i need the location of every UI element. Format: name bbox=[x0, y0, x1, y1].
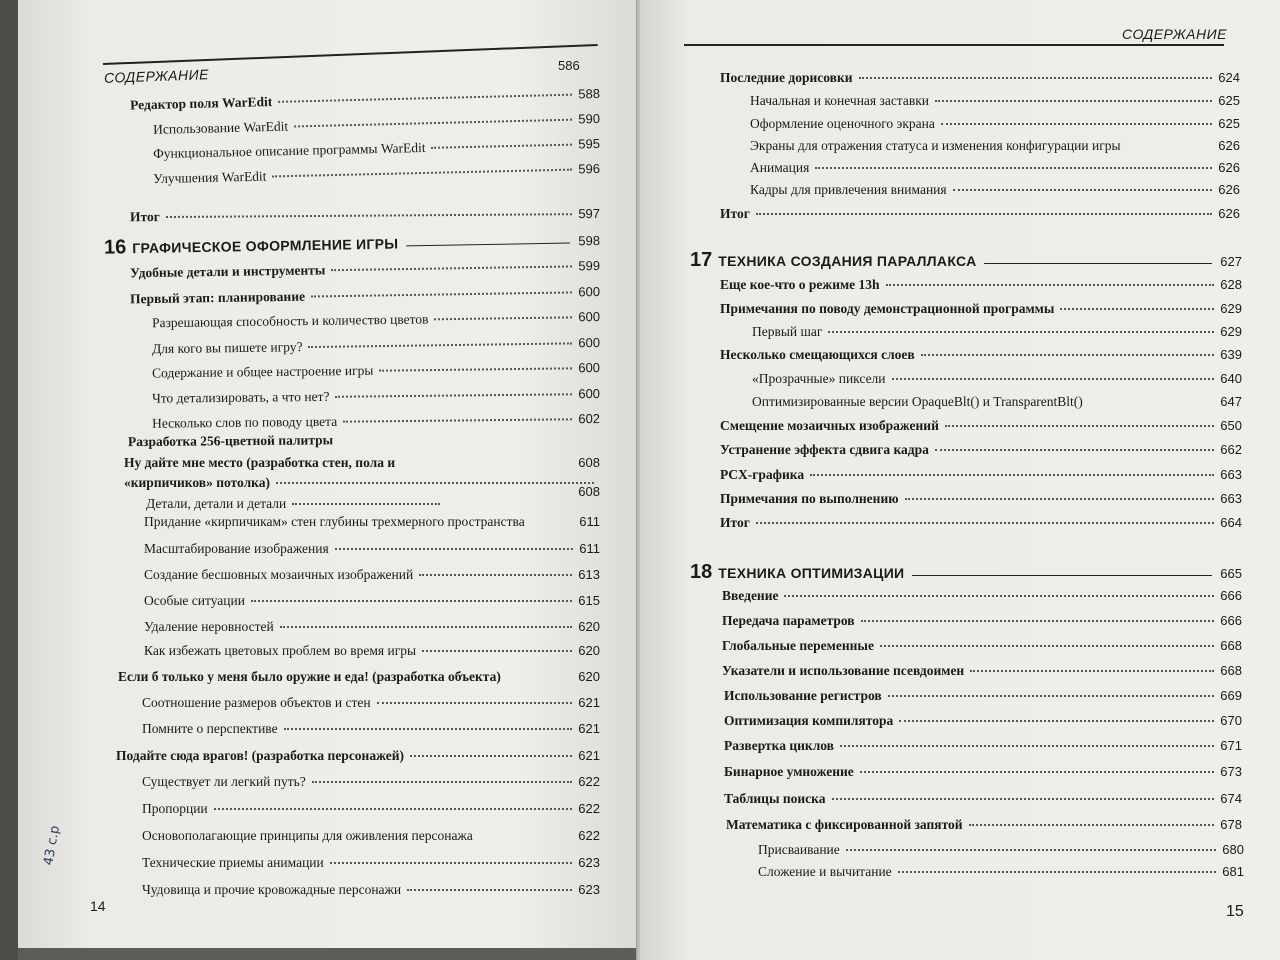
toc-entry: Несколько слов по поводу цвета 602 bbox=[151, 411, 601, 431]
toc-entry: Создание бесшовных мозаичных изображений 613 bbox=[144, 567, 600, 582]
toc-entry: PCX-графика 663 bbox=[720, 467, 1242, 482]
toc-entry: Соотношение размеров объектов и стен 621 bbox=[142, 695, 600, 710]
toc-entry: «кирпичиков» потолка) bbox=[124, 475, 600, 491]
toc-entry: Чудовища и прочие кровожадные персонажи 623 bbox=[142, 882, 600, 897]
chapter-18-heading: 18 ТЕХНИКА ОПТИМИЗАЦИИ 665 bbox=[690, 561, 1242, 583]
toc-entry: Функциональное описание программы WarEdit 595 bbox=[152, 136, 601, 162]
toc-entry: 586 bbox=[558, 58, 580, 73]
toc-entry: «Прозрачные» пиксели 640 bbox=[752, 371, 1242, 386]
left-page-number: 14 bbox=[90, 898, 106, 914]
toc-entry: Сложение и вычитание 681 bbox=[758, 864, 1244, 879]
toc-entry: Несколько смещающихся слоев 639 bbox=[720, 347, 1242, 362]
toc-entry: Смещение мозаичных изображений 650 bbox=[720, 418, 1242, 433]
toc-entry: Развертка циклов 671 bbox=[724, 738, 1242, 753]
toc-entry: Последние дорисовки 624 bbox=[720, 70, 1240, 85]
toc-entry: Передача параметров 666 bbox=[722, 613, 1242, 628]
toc-entry: Использование регистров 669 bbox=[724, 688, 1242, 703]
toc-entry: Удаление неровностей 620 bbox=[144, 619, 600, 634]
background-edge bbox=[0, 0, 18, 960]
toc-entry: Технические приемы анимации 623 bbox=[142, 855, 600, 870]
toc-entry: Указатели и использование псевдоимен 668 bbox=[722, 663, 1242, 678]
right-page-number: 15 bbox=[1226, 903, 1244, 920]
toc-entry: Введение 666 bbox=[722, 588, 1242, 603]
toc-entry: Первый этап: планирование 600 bbox=[129, 284, 601, 307]
right-header: СОДЕРЖАНИЕ bbox=[1122, 26, 1227, 42]
toc-entry: Улучшения WarEdit 596 bbox=[152, 161, 601, 187]
toc-entry: Помните о перспективе 621 bbox=[142, 721, 600, 736]
toc-entry: Еще кое-что о режиме 13h 628 bbox=[720, 277, 1242, 292]
chapter-17-heading: 17 ТЕХНИКА СОЗДАНИЯ ПАРАЛЛАКСА 627 bbox=[690, 249, 1242, 271]
toc-entry: Анимация 626 bbox=[750, 160, 1240, 175]
toc-entry: Присваивание 680 bbox=[758, 842, 1244, 857]
toc-entry: Примечания по поводу демонстрационной программы 629 bbox=[720, 301, 1242, 316]
toc-entry: Оформление оценочного экрана 625 bbox=[750, 116, 1240, 131]
toc-entry: Редактор поля WarEdit 588 bbox=[129, 86, 601, 113]
toc-entry: Разработка 256-цветной палитры bbox=[127, 432, 334, 450]
header-rule bbox=[103, 44, 598, 65]
toc-entry: Оптимизированные версии OpaqueBlt() и TransparentBlt() 647 bbox=[752, 394, 1242, 409]
toc-entry: Оптимизация компилятора 670 bbox=[724, 713, 1242, 728]
toc-entry: Подайте сюда врагов! (разработка персонажей) 621 bbox=[116, 748, 600, 763]
chapter-16-heading: 16 ГРАФИЧЕСКОЕ ОФОРМЛЕНИЕ ИГРЫ 598 bbox=[103, 233, 601, 259]
toc-entry: Придание «кирпичикам» стен глубины трехмерного пространства 611 bbox=[144, 514, 600, 529]
toc-entry: Экраны для отражения статуса и изменения конфигурации игры 626 bbox=[750, 138, 1240, 153]
toc-entry: Таблицы поиска 674 bbox=[724, 791, 1242, 806]
toc-entry: Итог 597 bbox=[129, 206, 601, 225]
toc-entry: Кадры для привлечения внимания 626 bbox=[750, 182, 1240, 197]
toc-entry: Детали, детали и детали bbox=[146, 496, 446, 512]
toc-entry: Глобальные переменные 668 bbox=[722, 638, 1242, 653]
toc-entry: Удобные детали и инструменты 599 bbox=[129, 258, 601, 281]
toc-entry: Для кого вы пишете игру? 600 bbox=[151, 335, 601, 357]
toc-entry: Первый шаг 629 bbox=[752, 324, 1242, 339]
toc-entry: Примечания по выполнению 663 bbox=[720, 491, 1242, 506]
toc-entry: Основополагающие принципы для оживления персонажа 622 bbox=[142, 828, 600, 843]
header-rule bbox=[684, 44, 1224, 46]
handwritten-note: 43 с.р bbox=[41, 824, 63, 867]
left-page bbox=[18, 0, 638, 948]
toc-entry: Как избежать цветовых проблем во время игры 620 bbox=[144, 643, 600, 658]
toc-entry: 608 bbox=[578, 484, 600, 499]
toc-entry: Содержание и общее настроение игры 600 bbox=[151, 360, 601, 381]
toc-entry: Разрешающая способность и количество цветов 600 bbox=[151, 309, 601, 331]
toc-entry: Что детализировать, а что нет? 600 bbox=[151, 386, 601, 406]
toc-entry: Итог 626 bbox=[720, 206, 1240, 221]
left-header: СОДЕРЖАНИЕ bbox=[103, 66, 210, 86]
toc-entry: Математика с фиксированной запятой 678 bbox=[726, 817, 1242, 832]
toc-entry: Особые ситуации 615 bbox=[144, 593, 600, 608]
toc-entry: Начальная и конечная заставки 625 bbox=[750, 93, 1240, 108]
toc-entry: Масштабирование изображения 611 bbox=[144, 541, 600, 556]
toc-entry: Существует ли легкий путь? 622 bbox=[142, 774, 600, 789]
toc-entry: Устранение эффекта сдвига кадра 662 bbox=[720, 442, 1242, 457]
toc-entry: Если б только у меня было оружие и еда! (разработка объекта) 620 bbox=[118, 669, 600, 684]
toc-entry: Ну дайте мне место (разработка стен, пола и 608 bbox=[124, 455, 600, 470]
toc-entry: Итог 664 bbox=[720, 515, 1242, 530]
toc-entry: Использование WarEdit 590 bbox=[152, 111, 601, 137]
toc-entry: Бинарное умножение 673 bbox=[724, 764, 1242, 779]
toc-entry: Пропорции 622 bbox=[142, 801, 600, 816]
right-page bbox=[640, 0, 1280, 960]
